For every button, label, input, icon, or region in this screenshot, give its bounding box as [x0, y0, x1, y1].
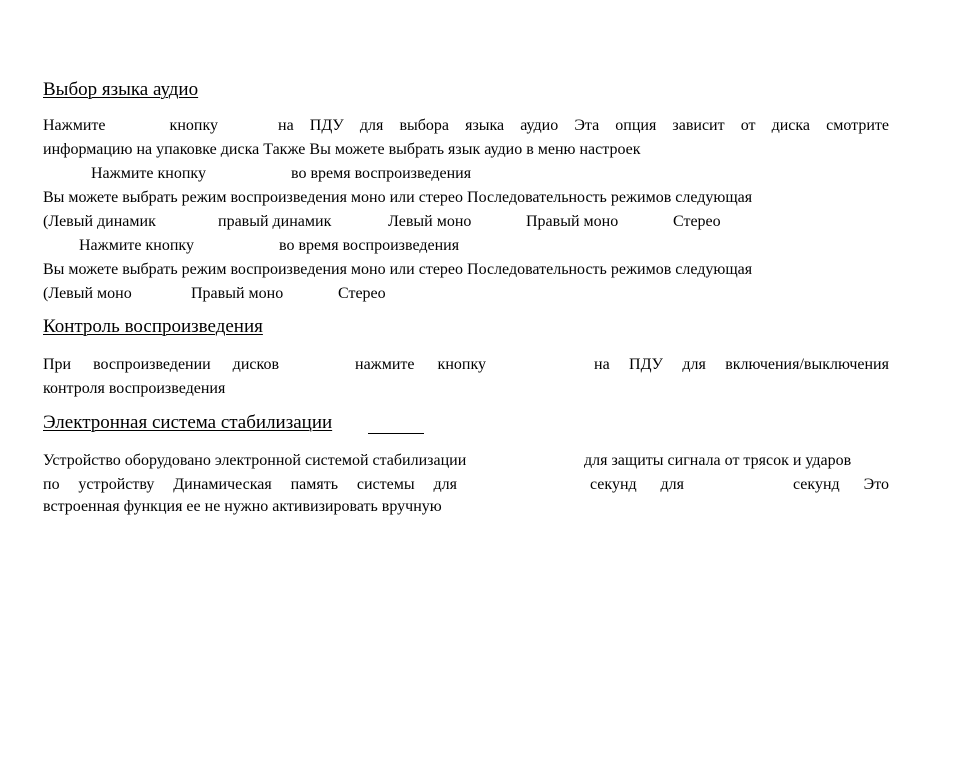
heading-playback-control: Контроль воспроизведения [43, 316, 263, 337]
audio-press-button-text-2: Нажмите кнопку [79, 237, 194, 254]
stabilization-line-3: встроенная функция ее не нужно активизировать вручную [43, 498, 442, 515]
heading-underline-extension [368, 433, 424, 434]
mode2-right-mono: Правый моно [191, 285, 284, 302]
audio-during-playback-text-2: во время воспроизведения [279, 237, 460, 254]
audio-mode-description-2: Вы можете выбрать режим воспроизведения моно или стерео Последовательность режимов следующая [43, 261, 753, 278]
word: Динамическая [173, 476, 272, 493]
word: дисков [232, 356, 279, 373]
mode-left-mono: Левый моно [388, 213, 472, 230]
word: Эта [574, 117, 600, 134]
word: секунд [590, 476, 637, 493]
word: аудио [520, 117, 559, 134]
word: ПДУ [309, 117, 344, 134]
word: кнопку [437, 356, 486, 373]
playback-line-1-part-b [355, 355, 486, 375]
heading-stabilization: Электронная система стабилизации [43, 412, 333, 433]
word: смотрите [826, 117, 889, 134]
stabilization-line-2-part-a [43, 475, 457, 495]
playback-line-1-part-a [43, 355, 279, 375]
word: Это [863, 476, 889, 493]
mode-right-mono: Правый моно [526, 213, 619, 230]
audio-mode-description-1: Вы можете выбрать режим воспроизведения моно или стерео Последовательность режимов следующая [43, 189, 753, 206]
word: опция [615, 117, 657, 134]
word: При [43, 356, 72, 373]
word: память [290, 476, 338, 493]
word: секунд [793, 476, 840, 493]
word: устройству [78, 476, 155, 493]
word: языка [465, 117, 505, 134]
word: по [43, 476, 60, 493]
mode-stereo: Стерео [673, 213, 721, 230]
word: ПДУ [629, 356, 664, 373]
word: от [740, 117, 756, 134]
mode2-stereo: Стерео [338, 285, 386, 302]
stabilization-line-1-part-a: Устройство оборудовано электронной системой стабилизации [43, 452, 467, 469]
word: кнопку [169, 117, 218, 134]
word: включения/выключения [725, 356, 889, 373]
playback-line-1-part-c [594, 355, 889, 375]
audio-paragraph-line-1 [43, 116, 889, 136]
stabilization-line-2-part-b [590, 475, 684, 495]
word: нажмите [355, 356, 415, 373]
word: Нажмите [43, 117, 106, 134]
word: для [359, 117, 384, 134]
word: воспроизведении [93, 356, 211, 373]
mode-left-speaker: (Левый динамик [43, 213, 156, 230]
word: для [682, 356, 706, 373]
mode-right-speaker: правый динамик [218, 213, 332, 230]
audio-press-button-text: Нажмите кнопку [91, 165, 206, 182]
word: диска [771, 117, 811, 134]
audio-during-playback-text: во время воспроизведения [291, 165, 472, 182]
word: системы [356, 476, 415, 493]
word: выбора [399, 117, 449, 134]
heading-audio-language: Выбор языка аудио [43, 79, 199, 100]
stabilization-line-1-part-b: для защиты сигнала от трясок и ударов [584, 452, 852, 469]
audio-paragraph-line-2: информацию на упаковке диска Также Вы можете выбрать язык аудио в меню настроек [43, 141, 641, 158]
word: зависит [672, 117, 725, 134]
word: для [660, 476, 684, 493]
word: на [594, 356, 610, 373]
word: на [278, 117, 294, 134]
stabilization-line-2-part-c [793, 475, 889, 495]
playback-line-2: контроля воспроизведения [43, 380, 226, 397]
word: для [433, 476, 457, 493]
mode2-left-mono: (Левый моно [43, 285, 132, 302]
